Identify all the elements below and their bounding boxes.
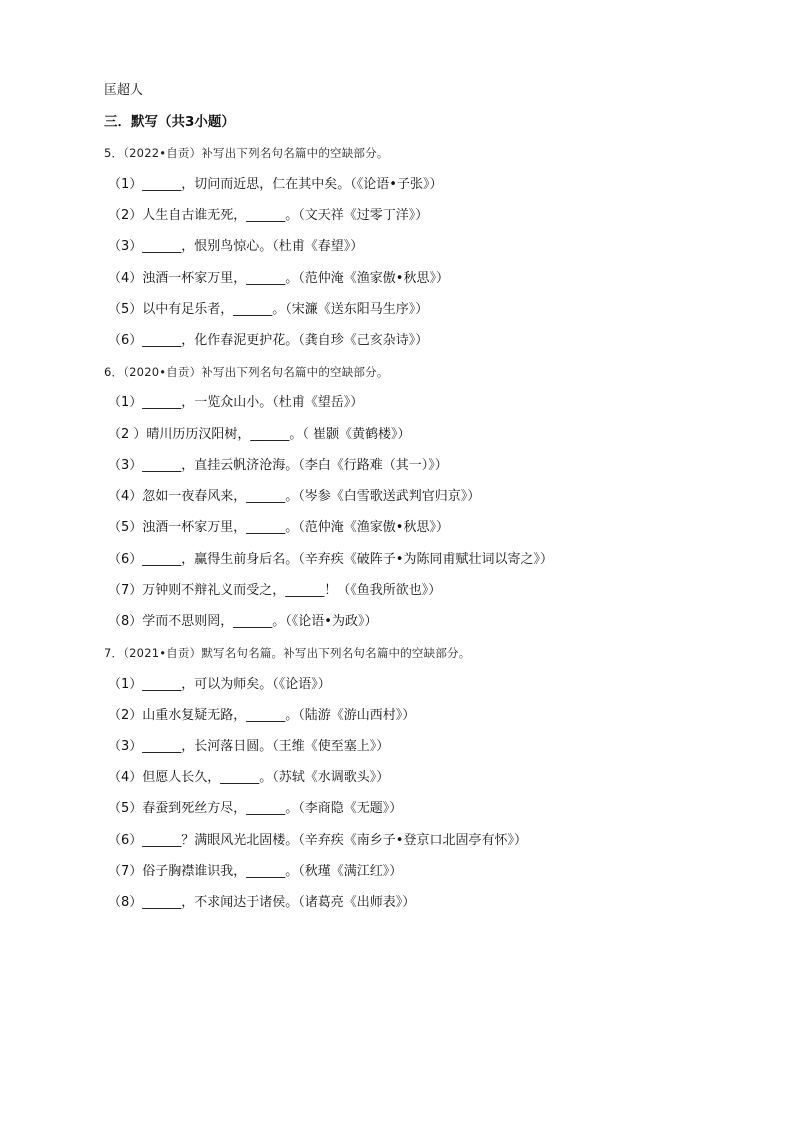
section-title: 三．默写（共3小题） <box>104 114 235 130</box>
question-5-item-3: （3）______，恨别鸟惊心。（杜甫《春望》） <box>108 239 364 254</box>
question-5-item-4: （4）浊酒一杯家万里，______。（范仲淹《渔家傲•秋思》） <box>108 271 449 286</box>
question-6-item-7: （7）万钟则不辩礼义而受之，______！（《鱼我所欲也》） <box>108 583 442 598</box>
question-7-item-2: （2）山重水复疑无路，______。（陆游《游山西村》） <box>108 708 416 723</box>
question-5-item-2: （2）人生自古谁无死，______。（文天祥《过零丁洋》） <box>108 208 429 223</box>
question-5-header: 5．（2022•自贡）补写出下列名句名篇中的空缺部分。 <box>104 146 389 160</box>
question-6-header: 6．（2020•自贡）补写出下列名句名篇中的空缺部分。 <box>104 365 389 379</box>
question-5-item-5: （5）以中有足乐者，______。（宋濂《送东阳马生序》） <box>108 302 429 317</box>
intro-text: 匡超人 <box>104 83 144 98</box>
question-5-item-1: （1）______，切问而近思，仁在其中矣。（《论语•子张》） <box>108 177 443 192</box>
question-5-item-6: （6）______，化作春泥更护花。（龚自珍《己亥杂诗》） <box>108 333 429 348</box>
question-7-item-3: （3）______，长河落日圆。（王维《使至塞上》） <box>108 739 390 754</box>
question-6-item-5: （5）浊酒一杯家万里，______。（范仲淹《渔家傲•秋思》） <box>108 520 449 535</box>
question-7-item-7: （7）俗子胸襟谁识我，______。（秋瑾《满江红》） <box>108 864 403 879</box>
question-7-item-6: （6）______？满眼风光北固楼。（辛弃疾《南乡子•登京口北固亭有怀》） <box>108 833 527 848</box>
question-6-item-8: （8）学而不思则罔，______。（《论语•为政》） <box>108 614 378 629</box>
question-6-item-1: （1）______，一览众山小。（杜甫《望岳》） <box>108 395 364 410</box>
question-7-item-1: （1）______，可以为师矣。（《论语》） <box>108 677 331 692</box>
question-6-item-2: （2 ）晴川历历汉阳树，______。（ 崔颢《黄鹤楼》） <box>108 427 411 442</box>
question-7-item-4: （4）但愿人长久，______。（苏轼《水调歌头》） <box>108 770 390 785</box>
question-7-header: 7．（2021•自贡）默写名句名篇。补写出下列名句名篇中的空缺部分。 <box>104 646 471 660</box>
question-7-item-5: （5）春蚕到死丝方尽，______。（李商隐《无题》） <box>108 801 403 816</box>
question-6-item-3: （3）______，直挂云帆济沧海。（李白《行路难（其一）》） <box>108 458 448 473</box>
question-6-item-6: （6）______，赢得生前身后名。（辛弃疾《破阵子•为陈同甫赋壮词以寄之》） <box>108 552 553 567</box>
question-7-item-8: （8）______，不求闻达于诸侯。（诸葛亮《出师表》） <box>108 895 416 910</box>
question-6-item-4: （4）忽如一夜春风来，______。（岑参《白雪歌送武判官归京》） <box>108 489 481 504</box>
